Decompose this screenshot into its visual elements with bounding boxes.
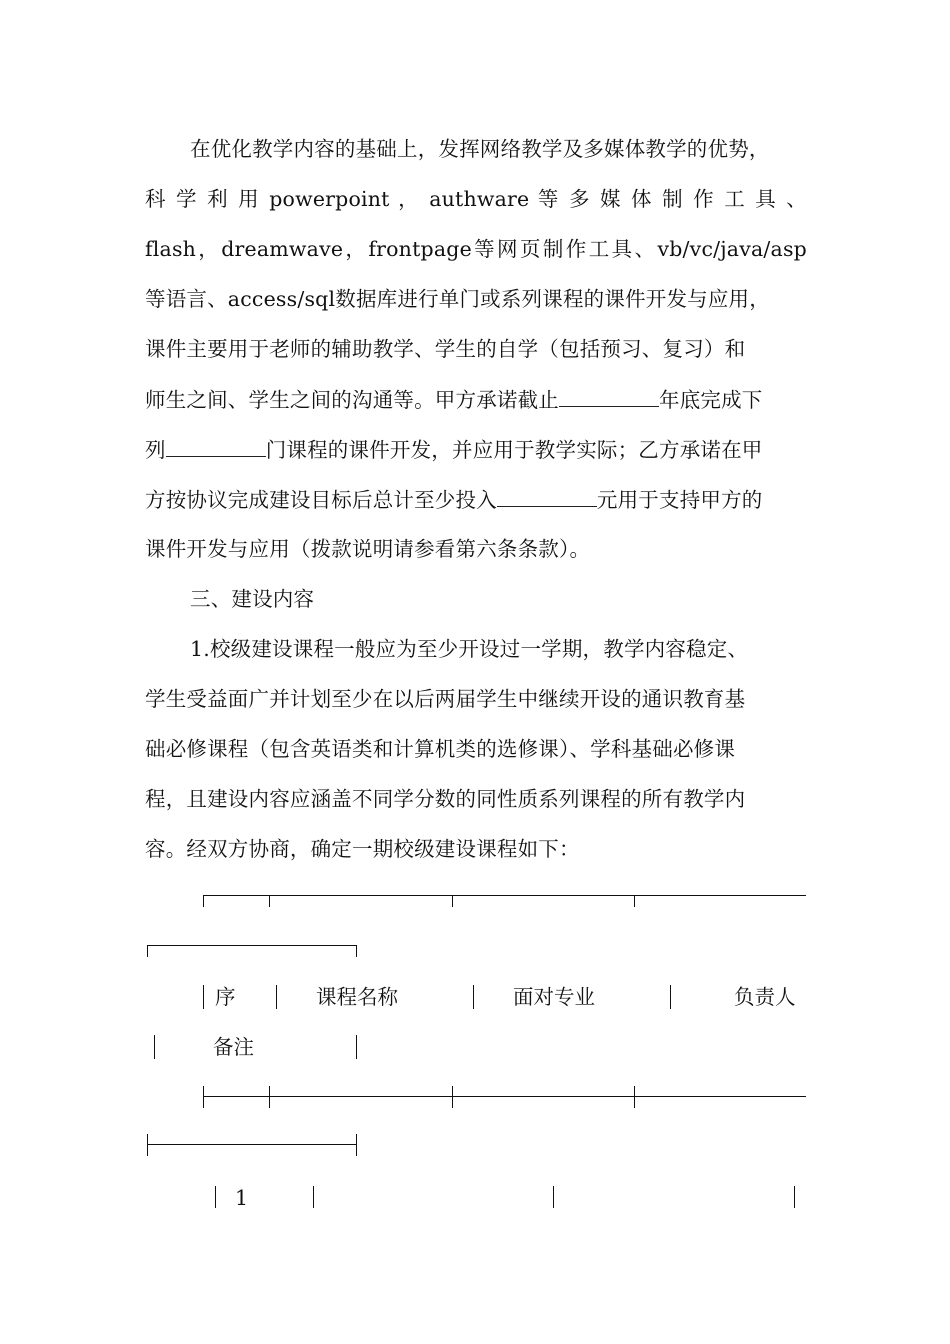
table-border bbox=[356, 945, 357, 957]
table-border bbox=[269, 1086, 270, 1108]
blank-year bbox=[559, 384, 659, 407]
table-border bbox=[356, 1035, 357, 1059]
line-text: 年底完成下 bbox=[659, 388, 763, 412]
table-border bbox=[670, 985, 671, 1009]
table-top-border-wrap bbox=[147, 945, 356, 946]
table-border bbox=[203, 985, 204, 1009]
table-border bbox=[147, 1134, 148, 1156]
paragraph-line: flash，dreamwave，frontpage等网页制作工具、vb/vc/java/asp bbox=[145, 237, 807, 261]
table-border bbox=[276, 985, 277, 1009]
table-divider-wrap bbox=[147, 1144, 356, 1145]
table-border bbox=[269, 895, 270, 907]
paragraph-line: 学生受益面广并计划至少在以后两届学生中继续开设的通识教育基 bbox=[145, 687, 746, 711]
paragraph-line: 课件开发与应用（拨款说明请参看第六条条款）。 bbox=[145, 537, 591, 561]
paragraph-line: 容。经双方协商，确定一期校级建设课程如下： bbox=[145, 837, 580, 861]
paragraph-line: 1.校级建设课程一般应为至少开设过一学期，教学内容稳定、 bbox=[190, 637, 749, 661]
table-divider bbox=[203, 1096, 806, 1097]
paragraph-line: 程，且建设内容应涵盖不同学分数的同性质系列课程的所有教学内 bbox=[145, 787, 746, 811]
table-border bbox=[553, 1186, 554, 1208]
table-border bbox=[203, 895, 204, 907]
blank-course-count bbox=[166, 434, 266, 457]
header-remark: 备注 bbox=[213, 1035, 254, 1059]
table-border bbox=[215, 1186, 216, 1208]
table-border bbox=[313, 1186, 314, 1208]
table-border bbox=[634, 1086, 635, 1108]
line-text: 师生之间、学生之间的沟通等。甲方承诺截止 bbox=[145, 388, 559, 412]
header-seq: 序 bbox=[215, 985, 236, 1009]
table-border bbox=[452, 895, 453, 907]
table-border bbox=[473, 985, 474, 1009]
paragraph-line bbox=[145, 384, 807, 415]
paragraph-line bbox=[145, 484, 807, 515]
header-course-name: 课程名称 bbox=[316, 985, 398, 1009]
line-text: 方按协议完成建设目标后总计至少投入 bbox=[145, 488, 497, 512]
table-border bbox=[154, 1035, 155, 1059]
paragraph-line: 课件主要用于老师的辅助教学、学生的自学（包括预习、复习）和 bbox=[145, 337, 746, 361]
blank-amount bbox=[497, 484, 597, 507]
line-text: 元用于支持甲方的 bbox=[596, 488, 763, 512]
table-border bbox=[452, 1086, 453, 1108]
table-border bbox=[203, 1086, 204, 1108]
line-text: 门课程的课件开发，并应用于教学实际；乙方承诺在甲 bbox=[265, 438, 763, 462]
header-owner: 负责人 bbox=[734, 985, 796, 1009]
header-major: 面对专业 bbox=[513, 985, 595, 1009]
paragraph-line: 础必修课程（包含英语类和计算机类的选修课）、学科基础必修课 bbox=[145, 737, 736, 761]
row-1-seq: 1 bbox=[235, 1186, 249, 1210]
table-border bbox=[356, 1134, 357, 1156]
paragraph-line: 等语言、access/sql数据库进行单门或系列课程的课件开发与应用， bbox=[145, 287, 770, 311]
paragraph-line: 科 学 利 用 powerpoint ， authware 等 多 媒 体 制 作 工 具 、 bbox=[145, 187, 807, 211]
table-border bbox=[794, 1186, 795, 1208]
table-border bbox=[147, 945, 148, 957]
line-text: 列 bbox=[145, 438, 166, 462]
table-border bbox=[634, 895, 635, 907]
paragraph-line bbox=[145, 434, 807, 465]
section-heading: 三、建设内容 bbox=[190, 587, 315, 611]
paragraph-line: 在优化教学内容的基础上，发挥网络教学及多媒体教学的优势， bbox=[190, 137, 770, 161]
table-top-border bbox=[203, 895, 806, 896]
